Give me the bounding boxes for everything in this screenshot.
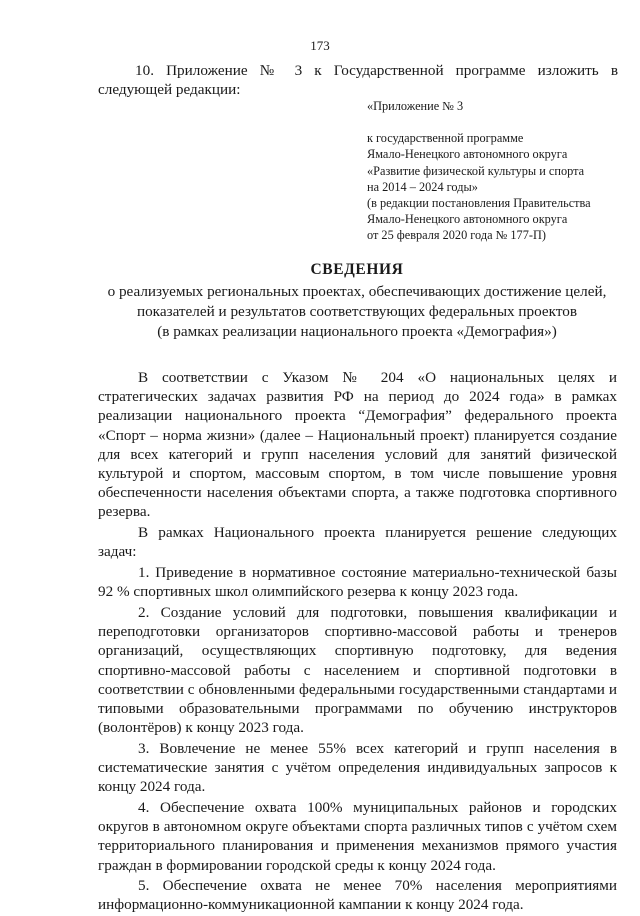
appendix-line: от 25 февраля 2020 года № 177-П) — [367, 228, 546, 243]
paragraph-task-3: 3. Вовлечение не менее 55% всех категорий и групп населения в систематические занятия с учётом определения индивидуальных запросов к концу 2024 года. — [98, 739, 617, 796]
paragraph-tasks-lead: В рамках Национального проекта планируется решение следующих задач: — [98, 524, 617, 561]
appendix-line: «Развитие физической культуры и спорта — [367, 163, 585, 178]
subtitle-line: (в рамках реализации национального проекта «Демография») — [157, 323, 557, 340]
subtitle-line: о реализуемых региональных проектах, обеспечивающих достижение целей, — [107, 283, 607, 300]
page-number: 173 — [310, 38, 330, 53]
document-body — [98, 368, 617, 916]
appendix-line: (в редакции постановления Правительства — [367, 196, 591, 211]
document-subtitle — [0, 282, 640, 342]
document-title: СВЕДЕНИЯ — [310, 261, 404, 278]
paragraph-intro: В соответствии с Указом № 204 «О национальных целях и стратегических задачах развития РФ на период до 2024 года» в рамках реализации национального проекта “Демография” федерального проекта «Спорт – норма жизни» (далее – Национальный проект) планируется создание для всех категорий и групп населения условий для занятий физической культурой и спортом, массовым спортом, в том числе повышение уровня обеспеченности населения объектами спорта, а также подготовка спортивного резерва. — [98, 369, 617, 521]
paragraph-task-2: 2. Создание условий для подготовки, повышения квалификации и переподготовки организаторов спортивно-массовой работы и тренеров организаций, осуществляющих спортивную подготовку, для ведения спортивно-массовой работы с населением и спортивной подготовки в соответствии с обновленными федеральными государственными стандартами и типовыми образовательными программами по обучению инструкторов (волонтёров) к концу 2023 года. — [98, 603, 617, 737]
item-10-instruction — [98, 61, 618, 99]
appendix-line: к государственной программе — [367, 131, 524, 146]
appendix-header — [367, 98, 629, 244]
paragraph-task-5: 5. Обеспечение охвата не менее 70% населения мероприятиями информационно-коммуникационной кампании к концу 2024 года. — [98, 877, 617, 914]
paragraph-task-4: 4. Обеспечение охвата 100% муниципальных районов и городских округов в автономном округе объектами спорта различных типов с учётом схем территориального планирования и применения механизмов прямого участия граждан в формировании городской среды к концу 2024 года. — [98, 798, 617, 874]
subtitle-line: показателей и результатов соответствующих федеральных проектов — [136, 303, 578, 320]
appendix-title: «Приложение № 3 — [367, 99, 464, 113]
appendix-line: Ямало-Ненецкого автономного округа — [367, 212, 568, 227]
appendix-line: на 2014 – 2024 годы» — [367, 179, 478, 194]
item-10-line-1: 10. Приложение № 3 к Государственной программе изложить в — [135, 62, 618, 79]
paragraph-task-1: 1. Приведение в нормативное состояние материально-технической базы 92 % спортивных школ олимпийского резерва к концу 2023 года. — [98, 564, 617, 601]
item-10-line-2: следующей редакции: — [98, 81, 241, 98]
appendix-line: Ямало-Ненецкого автономного округа — [367, 147, 568, 162]
